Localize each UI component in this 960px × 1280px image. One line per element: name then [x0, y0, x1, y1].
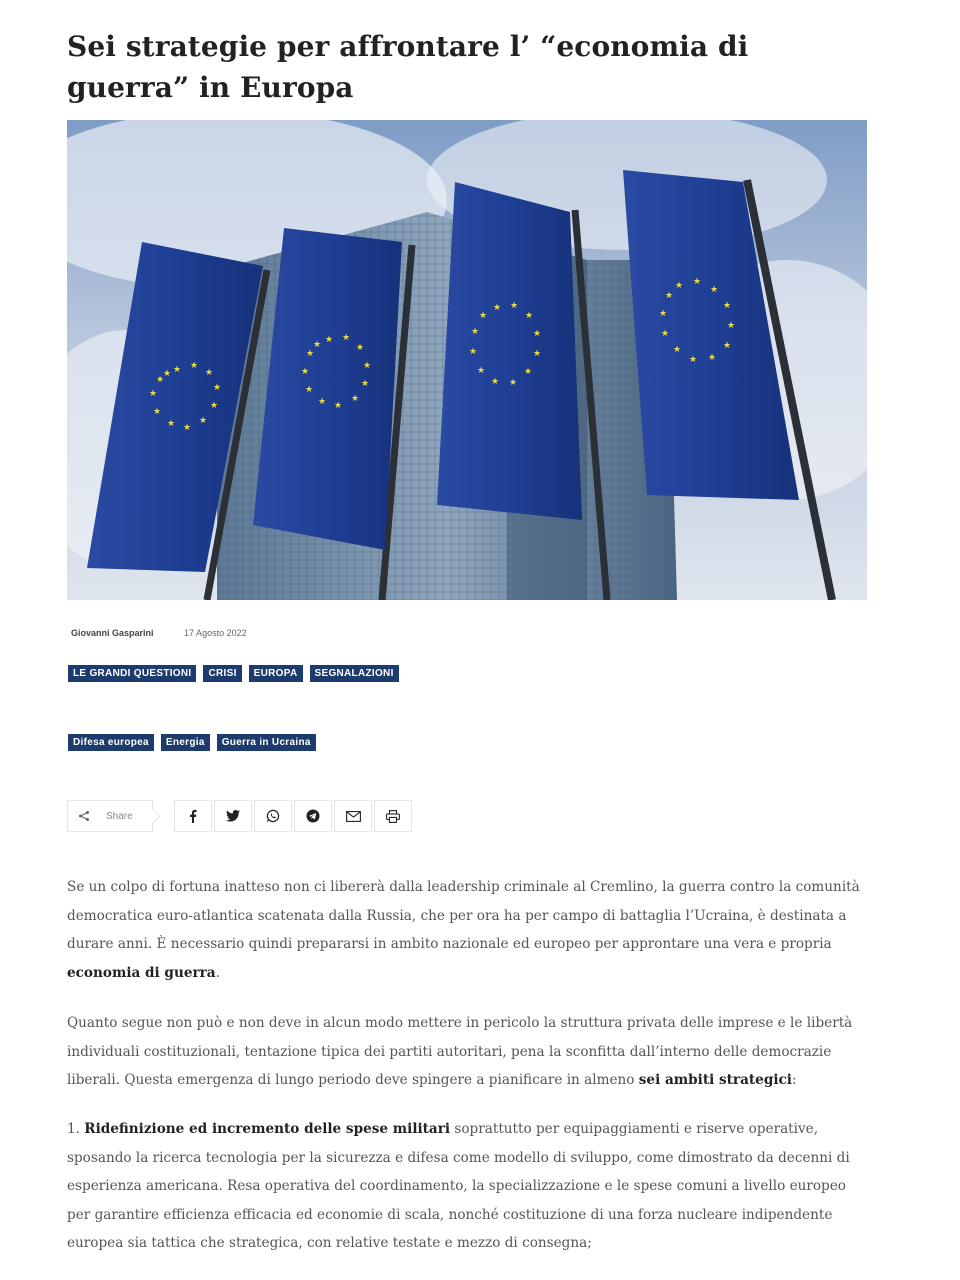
svg-text:★: ★ [470, 327, 480, 337]
svg-text:★: ★ [692, 277, 702, 287]
hero-image [67, 120, 867, 600]
email-icon [346, 811, 361, 822]
svg-text:★: ★ [166, 419, 176, 429]
svg-text:★: ★ [478, 311, 488, 321]
article-meta [71, 628, 247, 642]
svg-text:★: ★ [476, 366, 486, 376]
svg-text:★: ★ [523, 367, 533, 377]
telegram-icon [306, 809, 320, 823]
author-link[interactable]: Giovanni Gasparini [71, 628, 154, 638]
paragraph-text: Se un colpo di fortuna inatteso non ci libererà dalla leadership criminale al Cremlino, la guerra contro la comunità democratica euro-atlantica scatenata dalla Russia, che per ora ha per campo di battaglia l’Ucraina, è destinata a durare anni. È necessario quindi prepararsi in ambito nazionale ed europeo per approntare una vera e propria [67, 879, 860, 952]
whatsapp-share-button[interactable] [254, 800, 292, 832]
svg-text:★: ★ [660, 329, 670, 339]
paragraph-emphasis: economia di guerra [67, 964, 216, 981]
whatsapp-icon [266, 809, 280, 823]
list-number: 1. [67, 1121, 85, 1137]
svg-text:★: ★ [468, 347, 478, 357]
print-icon [386, 810, 400, 823]
svg-text:★: ★ [726, 321, 736, 331]
svg-text:★: ★ [490, 377, 500, 387]
svg-text:★: ★ [688, 355, 698, 365]
svg-text:★: ★ [304, 385, 314, 395]
paragraph-text: soprattutto per equipaggiamenti e riserve operative, sposando la ricerca tecnologia per la sicurezza e difesa come modello di sviluppo, come dimostrato da decenni di esperienza americana. Resa operativa del coordinamento, la specializzazione e le spese comuni a livello europeo per garantire efficienza efficacia ed economie di scala, nonché costituzione di una forza nucleare indipendente europea sia tattica che strategica, con relative testate e mezzo di consegna; [67, 1121, 850, 1251]
svg-text:★: ★ [707, 353, 717, 363]
share-label: Share [106, 810, 133, 822]
facebook-share-button[interactable] [174, 800, 212, 832]
paragraph-text-end: : [791, 1072, 797, 1088]
category-tag[interactable]: SEGNALAZIONI [310, 665, 399, 682]
svg-text:★: ★ [508, 378, 518, 388]
category-tag[interactable]: LE GRANDI QUESTIONI [68, 665, 196, 682]
svg-text:★: ★ [162, 369, 172, 379]
svg-text:★: ★ [324, 335, 334, 345]
svg-text:★: ★ [198, 416, 208, 426]
svg-text:★: ★ [658, 309, 668, 319]
paragraph-text: Quanto segue non può e non deve in alcun modo mettere in pericolo la struttura privata delle imprese e le libertà individuali costituzionali, tentazione tipica dei partiti autoritari, pena la sconfitta dall’interno delle democrazie liberali. Questa emergenza di lungo periodo deve spingere a pianificare in almeno [67, 1015, 853, 1088]
share-buttons [174, 800, 414, 834]
keyword-tag[interactable]: Difesa europea [68, 734, 154, 751]
svg-text:★: ★ [189, 361, 199, 371]
category-list [68, 665, 399, 682]
paragraph-text-end: . [215, 964, 220, 981]
paragraph-emphasis: Ridefinizione ed incremento delle spese militari [84, 1121, 451, 1137]
svg-text:★: ★ [532, 349, 542, 359]
eu-flags-photo [67, 120, 867, 600]
svg-text:★: ★ [300, 367, 310, 377]
category-tag[interactable]: CRISI [203, 665, 241, 682]
category-tag[interactable]: EUROPA [249, 665, 303, 682]
svg-text:★: ★ [362, 361, 372, 371]
paragraph-emphasis: sei ambiti strategici [638, 1072, 792, 1088]
keyword-tag[interactable]: Guerra in Ucraina [217, 734, 316, 751]
svg-text:★: ★ [312, 340, 322, 350]
print-button[interactable] [374, 800, 412, 832]
article-title: Sei strategie per affrontare l’ “economia di guerra” in Europa [67, 30, 749, 104]
svg-text:★: ★ [355, 343, 365, 353]
svg-text:★: ★ [722, 301, 732, 311]
facebook-icon [188, 809, 198, 823]
svg-text:★: ★ [524, 311, 534, 321]
svg-text:★: ★ [509, 301, 519, 311]
svg-text:★: ★ [709, 285, 719, 295]
svg-text:★: ★ [204, 368, 214, 378]
paragraph-strategy-1 [67, 1115, 867, 1258]
svg-text:★: ★ [722, 341, 732, 351]
svg-text:★: ★ [341, 333, 351, 343]
publish-date: 17 Agosto 2022 [184, 628, 247, 638]
twitter-share-button[interactable] [214, 800, 252, 832]
twitter-icon [226, 810, 240, 822]
svg-text:★: ★ [209, 401, 219, 411]
svg-text:★: ★ [664, 291, 674, 301]
svg-text:★: ★ [182, 423, 192, 433]
svg-text:★: ★ [672, 345, 682, 355]
paragraph-second [67, 1009, 867, 1095]
svg-text:★: ★ [492, 303, 502, 313]
share-button[interactable] [67, 800, 153, 832]
email-share-button[interactable] [334, 800, 372, 832]
svg-text:★: ★ [317, 397, 327, 407]
share-icon [78, 810, 90, 822]
svg-text:★: ★ [305, 349, 315, 359]
svg-text:★: ★ [333, 401, 343, 411]
svg-text:★: ★ [212, 383, 222, 393]
svg-text:★: ★ [148, 389, 158, 399]
keyword-tag-list [68, 734, 316, 751]
svg-text:★: ★ [155, 375, 165, 385]
telegram-share-button[interactable] [294, 800, 332, 832]
svg-text:★: ★ [532, 329, 542, 339]
svg-text:★: ★ [172, 365, 182, 375]
share-bar [67, 800, 414, 834]
svg-text:★: ★ [152, 407, 162, 417]
keyword-tag[interactable]: Energia [161, 734, 210, 751]
svg-text:★: ★ [350, 394, 360, 404]
paragraph-intro [67, 873, 867, 987]
svg-text:★: ★ [674, 281, 684, 291]
svg-text:★: ★ [360, 379, 370, 389]
